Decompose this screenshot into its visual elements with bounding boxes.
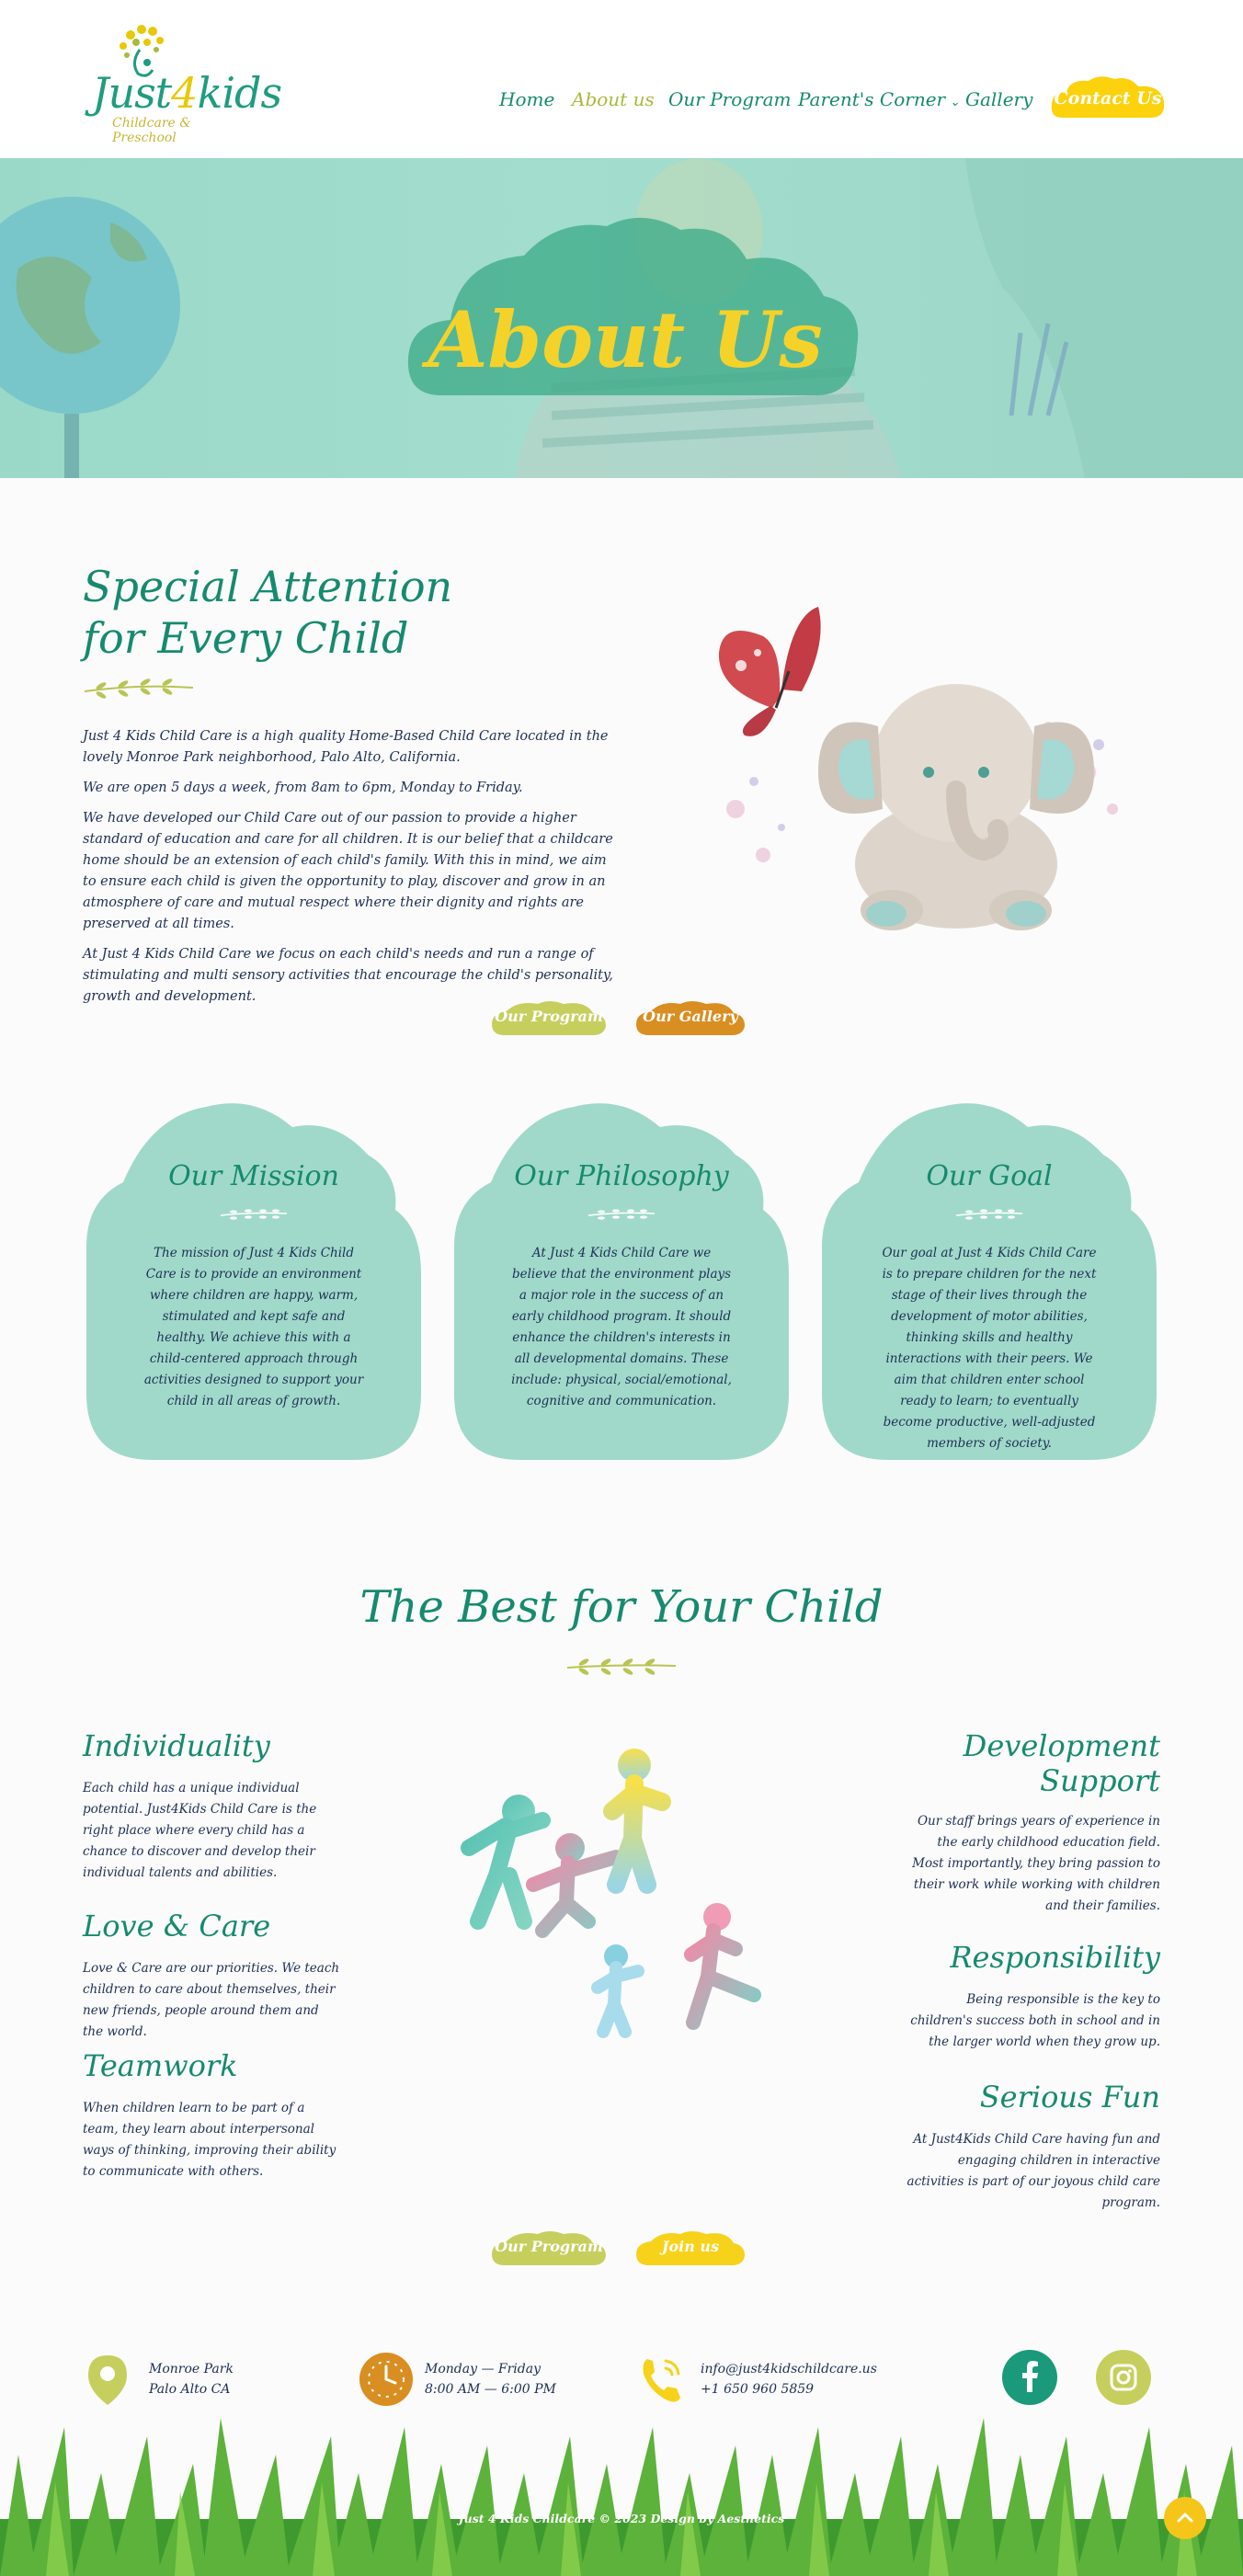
chevron-up-icon <box>1164 2497 1206 2539</box>
clock-icon <box>359 2352 414 2407</box>
card-text: The mission of Just 4 Kids Child Care is to provide an environment where children are happy, warm, stimulated and kept safe and healthy. We achieve this with a child-centered approach through activities designed to support your child in all areas of growth. <box>143 1246 364 1408</box>
card-title: Our Mission <box>168 1160 339 1192</box>
site-logo[interactable] <box>86 22 282 145</box>
email-link[interactable]: info@just4kidschildcare.us <box>701 2362 877 2377</box>
goal-card <box>822 1100 1157 1460</box>
our-program-button[interactable] <box>490 2228 608 2267</box>
hero-banner <box>0 158 1243 478</box>
contact-text <box>701 2359 877 2399</box>
feature-title: Love & Care <box>83 1909 271 1943</box>
feature-text: Each child has a unique individual potential. Just4Kids Child Care is the right place where every child has a chance to discover and develop their individual talents and abilities. <box>83 1781 317 1880</box>
feature-text: Our staff brings years of experience in the early childhood education field. Most importantly, they bring passion to their work while working with children and their families. <box>912 1814 1160 1913</box>
nav-gallery[interactable]: Gallery <box>965 88 1033 110</box>
hours-line: Monday — Friday <box>425 2362 541 2377</box>
nav-home[interactable]: Home <box>499 88 555 110</box>
kids-playing-illustration <box>432 1747 800 2050</box>
feature-text: Being responsible is the key to children's success both in school and in the larger world when they grow up. <box>910 1992 1160 2049</box>
chevron-down-icon: ⌄ <box>950 96 961 109</box>
elephant-butterfly-illustration <box>680 588 1140 947</box>
nav-program[interactable]: Our Program <box>668 88 792 110</box>
join-us-label: Join us <box>661 2238 720 2255</box>
phone-link[interactable]: +1 650 960 5859 <box>701 2382 815 2397</box>
location-text <box>149 2359 234 2399</box>
sprig-divider-icon <box>587 1206 656 1223</box>
feature-title: Teamwork <box>83 2048 238 2083</box>
location-line: Monroe Park <box>149 2362 234 2377</box>
copyright-text: Just 4 Kids Childcare © 2023 Design by Aesthetics <box>458 2512 785 2525</box>
sprig-divider-icon <box>954 1206 1024 1223</box>
feature-title: Responsibility <box>950 1940 1160 1975</box>
hours-text <box>425 2359 556 2399</box>
join-us-button[interactable] <box>634 2228 747 2267</box>
nav-parents-label: Parent's Corner <box>798 88 946 110</box>
hours-line: 8:00 AM — 6:00 PM <box>425 2382 556 2397</box>
card-title: Our Philosophy <box>514 1160 729 1192</box>
instagram-icon[interactable] <box>1096 2350 1151 2405</box>
intro-paragraph: We have developed our Child Care out of our passion to provide a higher standard of education and care for all children. It is our belief that a childcare home should be an extension of each child's family. With this in mind, we aim to ensure each child is given the opportunity to play, discover and grow in an atmosphere of care and mutual respect where their dignity and rights are preserved at all times. <box>83 811 613 931</box>
card-text: At Just 4 Kids Child Care we believe that the environment plays a major role in the success of an early childhood program. It should enhance the children's interests in all developmental domains. These include: physical, social/emotional, cognitive and communication. <box>511 1246 732 1408</box>
feature-text: Love & Care are our priorities. We teach children to care about themselves, their new friends, people around them and the world. <box>83 1961 340 2039</box>
grass-footer-decoration <box>0 2418 1243 2576</box>
intro-text <box>83 726 616 1017</box>
our-gallery-button[interactable] <box>634 998 747 1037</box>
feature-text: When children learn to be part of a team, they learn about interpersonal ways of thinking, improving their ability to communicate with others. <box>83 2101 336 2179</box>
logo-tagline: Childcare & Preschool <box>112 116 191 145</box>
location-line: Palo Alto CA <box>149 2382 231 2397</box>
intro-paragraph: We are open 5 days a week, from 8am to 6pm, Monday to Friday. <box>83 781 523 795</box>
location-pin-icon <box>86 2354 129 2407</box>
our-program-button[interactable] <box>490 998 608 1037</box>
sprig-divider-icon <box>219 1206 289 1223</box>
nav-about[interactable]: About us <box>572 88 655 110</box>
philosophy-card <box>454 1100 789 1460</box>
intro-paragraph: At Just 4 Kids Child Care we focus on each child's needs and run a range of stimulating and multi sensory activities that encourage the child's personality, growth and development. <box>83 947 613 1004</box>
our-program-label: Our Program <box>495 1008 603 1025</box>
hero-title: About Us <box>428 294 823 385</box>
phone-icon <box>640 2354 686 2405</box>
site-header <box>0 0 1243 158</box>
our-gallery-label: Our Gallery <box>643 1008 738 1025</box>
contact-us-label: Contact Us <box>1054 88 1162 108</box>
logo-wordmark: Just4kids <box>92 68 282 118</box>
sprig-divider-icon <box>565 1655 678 1679</box>
card-text: Our goal at Just 4 Kids Child Care is to prepare children for the next stage of their lives through the development of motor abilities, thinking skills and healthy interactions with their peers. We aim that children enter school ready to learn; to eventually become productive, well-adjusted members of society. <box>882 1246 1097 1451</box>
feature-text: At Just4Kids Child Care having fun and engaging children in interactive activities is part of our joyous child care program. <box>907 2132 1160 2210</box>
feature-title: Serious Fun <box>979 2080 1160 2114</box>
mission-card <box>86 1100 421 1460</box>
feature-title: Individuality <box>83 1728 270 1763</box>
nav-parents-corner[interactable] <box>798 88 960 114</box>
sprig-divider-icon <box>83 677 195 701</box>
facebook-icon[interactable] <box>1002 2350 1057 2405</box>
intro-paragraph: Just 4 Kids Child Care is a high quality Home-Based Child Care located in the lovely Monroe Park neighborhood, Palo Alto, California. <box>83 729 609 765</box>
contact-us-button[interactable] <box>1050 75 1166 120</box>
scroll-top-button[interactable] <box>1164 2497 1206 2539</box>
intro-heading: Special Attention for Every Child <box>83 562 453 663</box>
feature-title: Development Support <box>963 1728 1160 1798</box>
our-program-label: Our Program <box>495 2238 603 2255</box>
card-title: Our Goal <box>926 1160 1053 1192</box>
best-heading: The Best for Your Child <box>359 1581 884 1633</box>
